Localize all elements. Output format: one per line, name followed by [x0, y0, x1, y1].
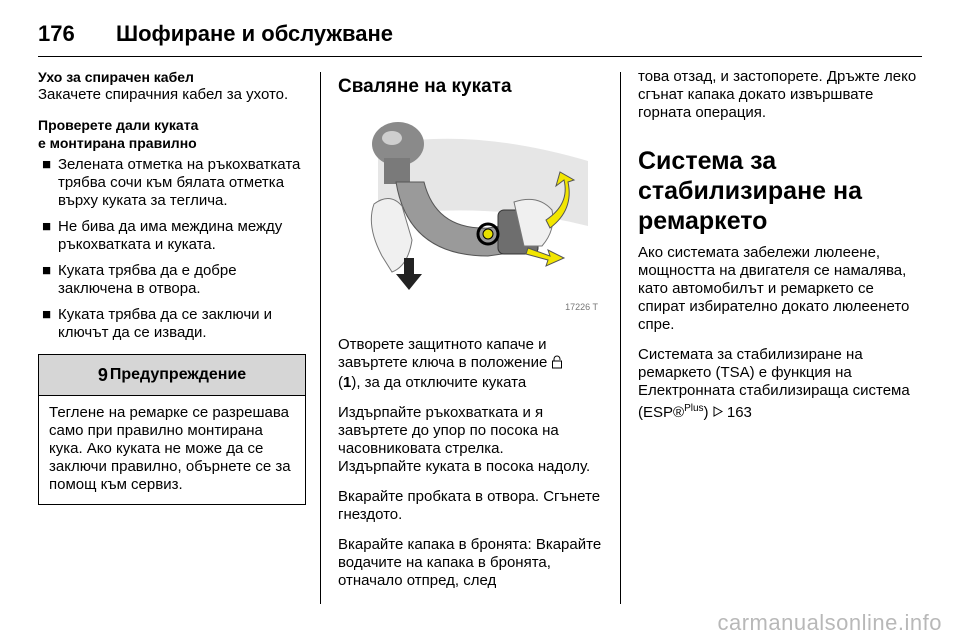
- check-list: [38, 156, 306, 342]
- warning-header: [39, 355, 305, 396]
- trailer-stability-title: Система за стабилизиране на ремаркето: [638, 147, 863, 235]
- bullet-icon: ■: [42, 262, 52, 279]
- column-3: [638, 68, 923, 422]
- step-insert-cover: Вкарайте капака в бронята: Вкарайте водачите на капака в бронята, отначало отпред, след: [338, 536, 602, 589]
- page-reference-icon: [713, 404, 723, 422]
- step-pull-handle: Издърпайте ръкохватката и я завъртете до упор по посока на часовниковата стрелка.: [338, 404, 559, 457]
- list-item-text: Куката трябва да е добре заключена в отвора.: [58, 262, 237, 297]
- warning-title: Предупреждение: [109, 366, 247, 383]
- continued-text: това отзад, и застопорете. Дръжте леко сгънат капака докато извършвате горната операция.: [638, 68, 917, 121]
- step-open-cover: [338, 336, 610, 392]
- trailer-stability-note: [638, 346, 923, 422]
- bullet-icon: ■: [42, 218, 52, 235]
- check-hook-heading: [38, 116, 306, 152]
- chapter-title: Шофиране и обслужване: [116, 21, 394, 46]
- check-hook-heading-line1: Проверете дали куката: [38, 117, 199, 133]
- warning-box: [38, 354, 306, 505]
- list-item: [38, 306, 306, 342]
- page-reference-number[interactable]: 163: [726, 404, 752, 421]
- check-hook-heading-line2: е монтирана правилно: [38, 135, 197, 151]
- warning-icon: 9: [97, 365, 108, 385]
- paren-close: ): [703, 404, 709, 421]
- list-item: [38, 156, 306, 210]
- step-open-cover-text-end: ), за да отключите куката: [351, 374, 527, 391]
- step-insert-plug: Вкарайте пробката в отвора. Сгънете гнездото.: [338, 488, 601, 523]
- watermark: carmanualsonline.info: [717, 610, 942, 635]
- tow-hook-drawing: [338, 106, 600, 318]
- column-2: [338, 68, 610, 590]
- trailer-stability-description: Ако системата забележи люлеене, мощността на двигателя се намалява, като автомобилът и ремаркето се спират избирателно докато люлеенето спре.: [638, 244, 910, 333]
- tow-hook-illustration: [338, 106, 600, 318]
- paren-open: (: [338, 374, 343, 391]
- bullet-icon: ■: [42, 156, 52, 173]
- column-divider: [320, 72, 321, 604]
- trailer-stability-note-text: Системата за стабилизиране на ремаркето (TSA) е функция на Електронната стабилизираща система (ESP®: [638, 346, 910, 421]
- column-divider: [620, 72, 621, 604]
- list-item: [38, 262, 306, 298]
- step-open-cover-text: Отворете защитното капаче и завъртете ключа в положение: [338, 336, 548, 371]
- page-number: 176: [38, 21, 75, 46]
- page-header: [38, 14, 393, 54]
- list-item-text: Зелената отметка на ръкохватката трябва сочи към бялата отметка върху куката за теглича.: [58, 156, 301, 209]
- list-item-text: Куката трябва да се заключи и ключът да се извади.: [58, 306, 273, 341]
- list-item: [38, 218, 306, 254]
- removing-hook-title: Сваляне на куката: [338, 76, 512, 97]
- step-pull-hook: Издърпайте куката в посока надолу.: [338, 458, 591, 475]
- brake-cable-eye-text: Закачете спирачния кабел за ухото.: [38, 86, 289, 103]
- warning-text: Теглене на ремарке се разрешава само при правилно монтирана кука. Ако куката не може да се заключи правилно, обърнете се за помощ към сервиз.: [49, 404, 291, 493]
- column-1: [38, 68, 306, 505]
- bullet-icon: ■: [42, 306, 52, 323]
- figure-code: 17226 T: [565, 302, 598, 312]
- key-position-number: 1: [343, 374, 352, 391]
- header-divider: [38, 56, 922, 57]
- unlock-icon: [551, 355, 563, 374]
- list-item-text: Не бива да има междина между ръкохватката и куката.: [58, 218, 283, 253]
- brake-cable-eye-heading: Ухо за спирачен кабел: [38, 69, 194, 85]
- esp-plus-superscript: Plus: [684, 403, 704, 414]
